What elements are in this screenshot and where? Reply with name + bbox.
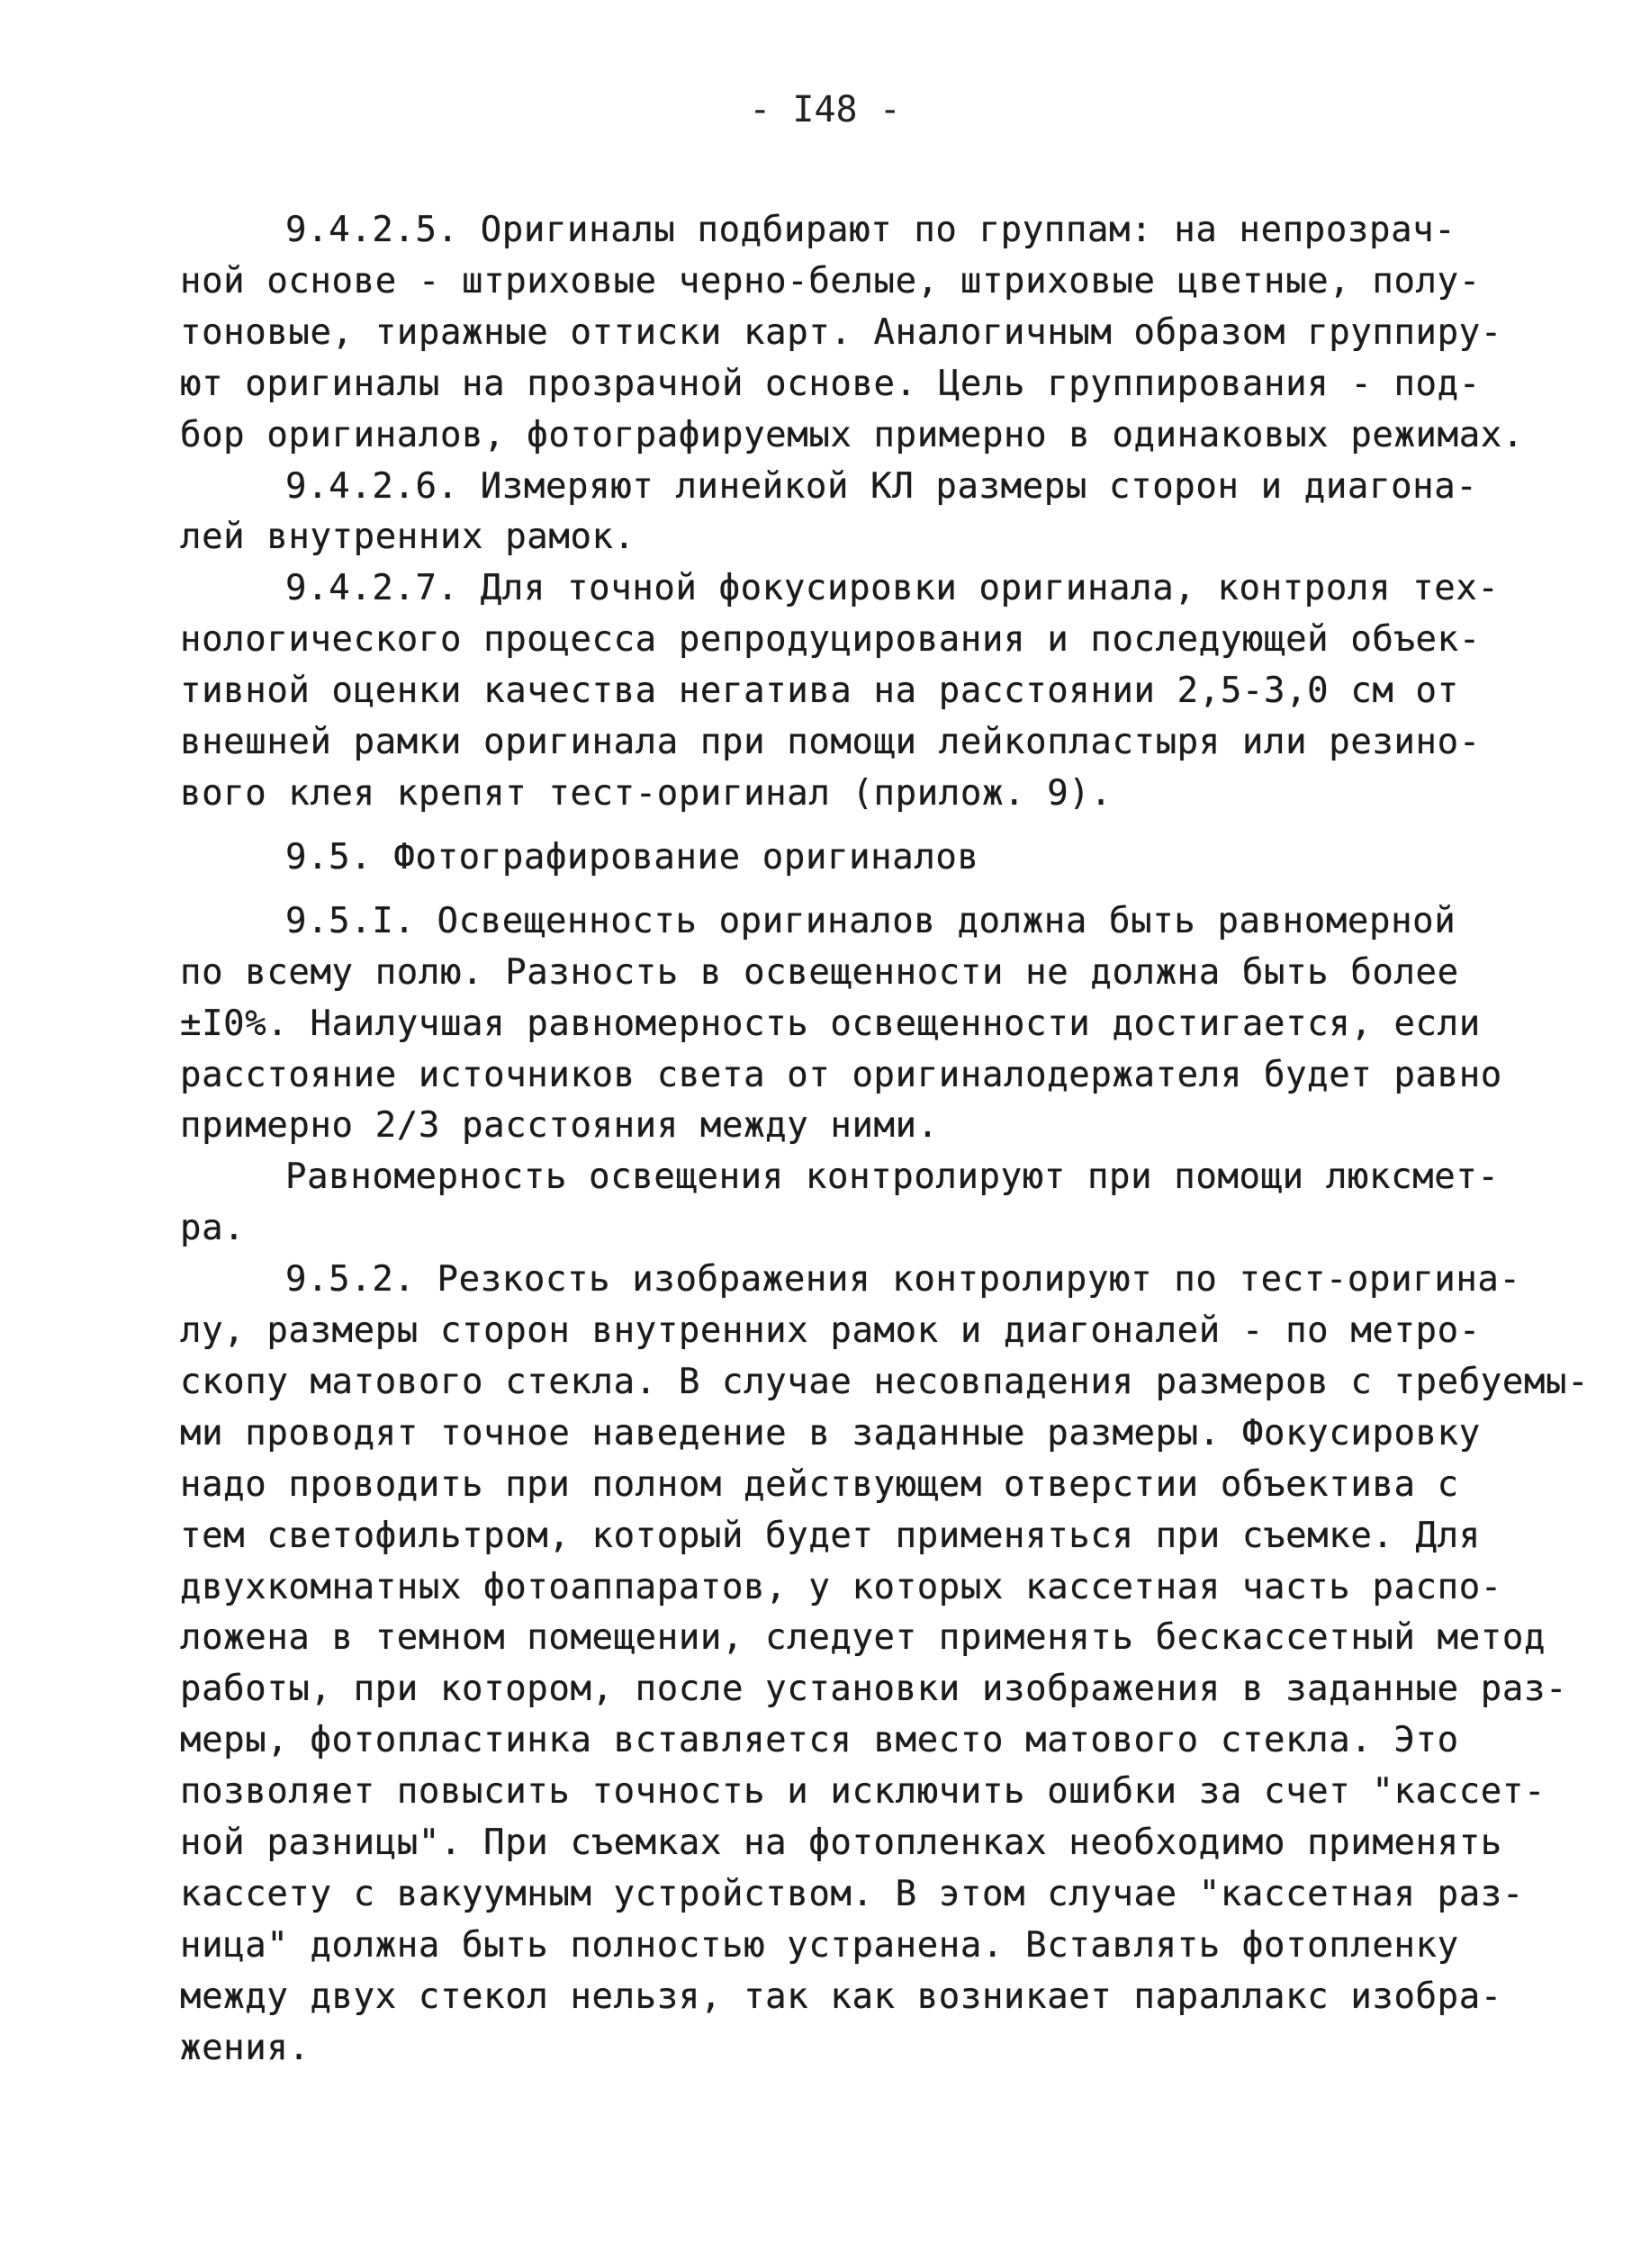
text-line: примерно 2/3 расстояния между ними. — [180, 1105, 939, 1147]
text-line: внешней рамки оригинала при помощи лейкопластыря или резино- — [180, 722, 1481, 763]
paragraph-9-4-2-7 — [180, 563, 1620, 820]
spacer — [180, 884, 1620, 896]
section-title: Фотографирование оригиналов — [393, 836, 979, 878]
text-line: расстояние источников света от оригиналодержателя будет равно — [180, 1054, 1502, 1095]
text-line: тивной оценки качества негатива на расстоянии 2,5-3,0 см от — [180, 670, 1459, 712]
paragraph-9-5-1 — [180, 896, 1620, 1153]
text-line: вого клея крепят тест-оригинал (прилож. 9). — [180, 772, 1113, 814]
text-line: жения. — [180, 2027, 311, 2068]
text-line: ют оригиналы на прозрачной основе. Цель группирования - под- — [180, 363, 1481, 404]
text-line: 9.5.I. Освещенность оригиналов должна быть равномерной — [285, 900, 1456, 941]
spacer — [180, 820, 1620, 832]
text-line: 9.4.2.5. Оригиналы подбирают по группам: на непрозрач- — [285, 210, 1456, 250]
paragraph-9-4-2-5 — [180, 205, 1620, 462]
text-line: ной разницы". При съемках на фотопленках необходимо применять — [180, 1822, 1502, 1864]
text-line: бор оригиналов, фотографируемых примерно в одинаковых режимах. — [180, 414, 1524, 455]
text-line: ра. — [180, 1208, 246, 1249]
text-line: позволяет повысить точность и исключить ошибки за счет "кассет- — [180, 1771, 1546, 1813]
paragraph-luxmeter — [180, 1152, 1620, 1255]
text-line: кассету с вакуумным устройством. В этом случае "кассетная раз- — [180, 1874, 1524, 1914]
text-line: скопу матового стекла. В случае несовпадения размеров с требуемы- — [180, 1361, 1590, 1402]
text-line: нологического процесса репродуцирования и последующей объек- — [180, 619, 1481, 661]
text-line: лей внутренних рамок. — [180, 517, 636, 558]
text-line: по всему полю. Разность в освещенности не должна быть более — [180, 951, 1459, 993]
text-line: ±I0%. Наилучшая равномерность освещенности достигается, если — [180, 1003, 1481, 1044]
text-line: 9.4.2.7. Для точной фокусировки оригинала, контроля тех- — [285, 568, 1500, 609]
body-text — [180, 205, 1620, 2074]
text-line: лу, размеры сторон внутренних рамок и диагоналей - по метро- — [180, 1310, 1481, 1352]
text-line: 9.5.2. Резкость изображения контролируют по тест-оригина- — [285, 1259, 1521, 1300]
paragraph-9-5-2 — [180, 1255, 1620, 2074]
text-line: 9.4.2.6. Измеряют линейкой КЛ размеры сторон и диагона- — [285, 465, 1478, 507]
section-number: 9.5. — [285, 836, 373, 878]
text-line: ми проводят точное наведение в заданные размеры. Фокусировку — [180, 1412, 1481, 1454]
text-line: Равномерность освещения контролируют при помощи люксмет- — [285, 1156, 1500, 1198]
text-line: работы, при котором, после установки изображения в заданные раз- — [180, 1669, 1568, 1710]
text-line: меры, фотопластинка вставляется вместо матового стекла. Это — [180, 1720, 1459, 1761]
text-line: ница" должна быть полностью устранена. Вставлять фотопленку — [180, 1924, 1459, 1966]
text-line: между двух стекол нельзя, так как возникает параллакс изобра- — [180, 1976, 1502, 2017]
page-number: - I48 - — [749, 89, 901, 130]
paragraph-9-4-2-6 — [180, 462, 1620, 564]
text-line: надо проводить при полном действующем отверстии объектива с — [180, 1463, 1459, 1505]
text-line: тем светофильтром, который будет применяться при съемке. Для — [180, 1515, 1481, 1556]
text-line: двухкомнатных фотоаппаратов, у которых кассетная часть распо- — [180, 1566, 1502, 1607]
text-line: ложена в темном помещении, следует применять бескассетный метод — [180, 1617, 1546, 1659]
section-heading-9-5 — [180, 832, 1620, 884]
text-line: тоновые, тиражные оттиски карт. Аналогичным образом группиру- — [180, 311, 1502, 353]
text-line: ной основе - штриховые черно-белые, штриховые цветные, полу- — [180, 260, 1481, 302]
